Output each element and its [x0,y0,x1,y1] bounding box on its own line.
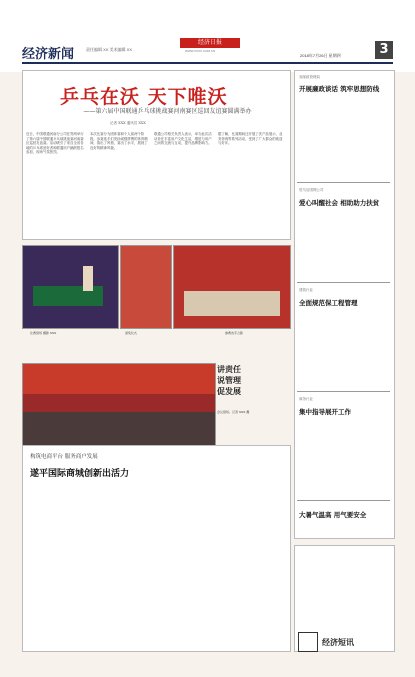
player-group [184,291,280,316]
sidebar-kicker-2: 驻马店国网公司 [299,188,324,192]
section-subtitle: 责任编辑 XX 美术编辑 XX [86,47,133,52]
lead-headline: 乒乓在沃 天下唯沃 [60,86,228,108]
issue-date: 2018年7月26日 星期四 [300,53,341,58]
brief-label: 经济短讯 [322,638,354,647]
masthead-url: WWW.XXXX.COM.CN [185,49,216,53]
sidebar-title-4: 集中指导展开工作 [299,408,351,416]
sidebar-divider [297,500,390,501]
brief-icon [298,632,318,652]
conference-audience [23,412,215,446]
sidebar-divider [297,391,390,392]
masthead: 经济日报 [180,38,240,48]
photo-2-caption: 颁奖仪式 [125,331,138,335]
photo-1-caption: 比赛现场 摄影 XXX [30,331,57,335]
sidebar-divider [297,282,390,283]
section-title: 经济新闻 [22,47,75,62]
page-number: 3 [375,41,393,59]
photo-conference [22,363,216,447]
sidebar-kicker-3: 建筑行业 [299,288,313,292]
sidebar-kicker-1: 省邮政管理局 [299,75,320,79]
lead-text-col-1: 近日，中国联通河南分公司在郑州举行了第六届中国联通乒乓球挑战赛河南赛区巡回友谊赛。活动吸引了来自全省各地的乒乓球爱好者和联通用户踊跃报名参加，现场气氛热烈。 [26,132,84,155]
photo-award [120,245,172,329]
sidebar-title-3: 全面规范保工程管理 [299,299,358,307]
photo-3-caption: 参赛选手合影 [225,331,244,335]
bottom-headline: 遂平国际商城创新出活力 [30,469,130,479]
conference-caption: 会议现场。记者 XXX 摄 [217,410,250,414]
sidebar-title-2: 爱心叫醒社会 相助助力扶贫 [299,199,380,207]
lead-text-col-3: 联通公司相关负责人表示，举办此次活动旨在丰富用户文化生活，增进与用户之间的交流与互动，提升品牌影响力。 [154,132,212,146]
photo-match [22,245,119,329]
lead-byline: 记者 XXX 通讯员 XXX [110,121,146,125]
photo-group [173,245,291,329]
lead-text-col-2: 本次比赛分为团体赛和个人赛两个阶段，参赛选手们发扬顽强拼搏的体育精神，赛出了风格，赛出了水平，展现了良好的精神风貌。 [90,132,148,150]
player-figure [83,266,93,291]
conference-banner: 讲责任 说管理 促发展 [217,365,241,396]
sidebar-kicker-4: 商务行业 [299,397,313,401]
sidebar-title-1: 开展廉政谈话 筑牢思想防线 [299,85,380,93]
sidebar-title-5: 大暑气温高 用气要安全 [299,511,367,519]
header-rule [22,62,393,64]
lead-subhead: ——第六届中国联通乒乓球挑战赛河南赛区巡回友谊赛圆满举办 [83,108,252,115]
sidebar-divider [297,182,390,183]
conference-banner-bg [23,364,215,394]
lead-text-col-4: 据了解，比赛期间还开展了沃产品展示、业务咨询等系列活动，受到了广大群众的欢迎与好评。 [218,132,283,146]
bottom-kicker: 构筑电商平台 服务商户发展 [30,454,98,460]
